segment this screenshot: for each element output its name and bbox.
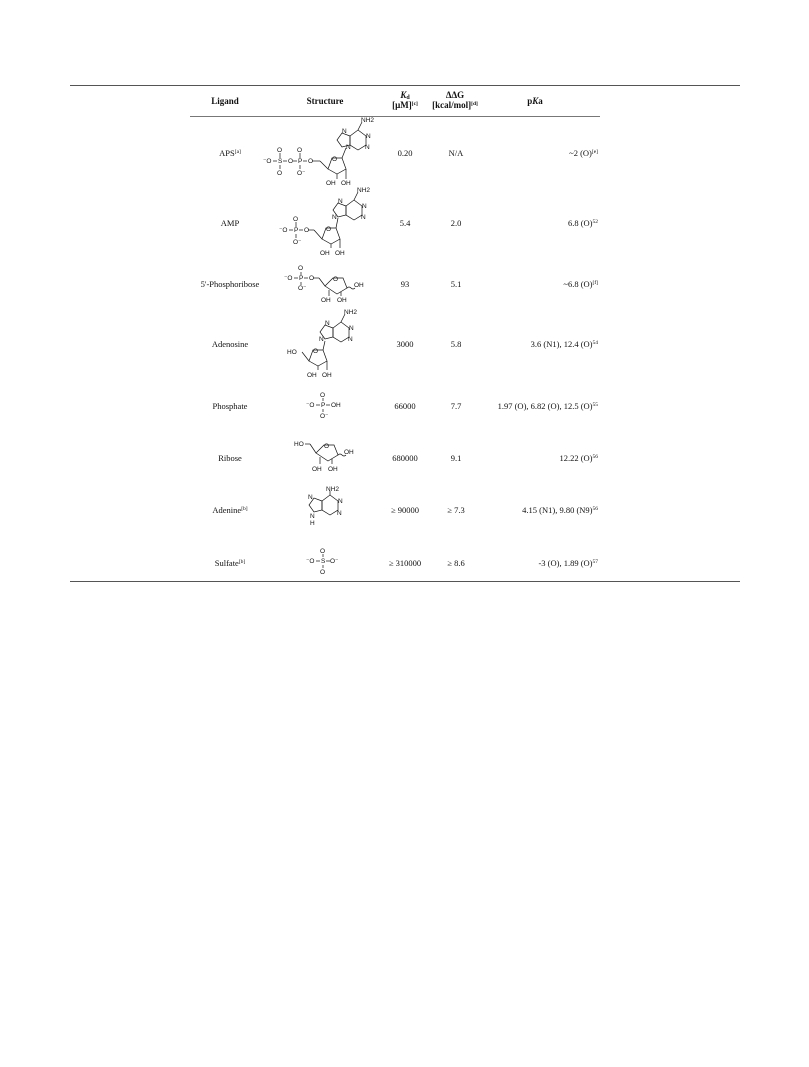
table-row-pka: ~2 (O)[e] [569,148,598,158]
table-row-ddg: N/A [448,148,464,158]
svg-text:N: N [338,498,343,505]
svg-text:P: P [321,402,326,409]
table-row-pka: -3 (O), 1.89 $(O)^{57}$ [538,558,598,568]
table-row-ddg: 5.1 [450,279,462,289]
table-row-ligand: Adenine[b] [212,505,248,515]
table-row-ligand: 5'-Phosphoribose [200,279,260,289]
svg-text:O: O [320,392,326,399]
svg-text:OH: OH [337,297,347,304]
svg-text:OH: OH [312,466,322,473]
svg-text:OH: OH [320,250,330,257]
svg-text:O: O [298,265,304,272]
table-bottom-rule [70,581,740,582]
table-row-kd: 3000 [396,339,414,349]
svg-text:N: N [348,336,353,343]
table-row-kd: 93 [400,279,410,289]
header-ligand: Ligand [211,96,239,106]
svg-text:OH: OH [307,372,317,379]
header-ddg: ΔΔG [kcal/mol][d] [432,90,478,110]
svg-text:OH: OH [328,466,338,473]
svg-text:O: O [297,147,303,154]
table-row-ligand: AMP [220,218,240,228]
svg-text:N: N [365,144,370,151]
svg-text:OH: OH [344,449,354,456]
svg-text:N: N [332,214,337,221]
svg-text:OH: OH [335,250,345,257]
table-row-ligand: Adenosine [211,339,249,349]
svg-text:P: P [298,158,303,165]
table-row-ddg: 2.0 [450,218,462,228]
structure-adenosine [285,308,375,380]
svg-text:O: O [277,147,283,154]
svg-text:O: O [293,216,299,223]
structure-adenine [300,485,360,530]
svg-text:N: N [308,494,313,501]
table-row-ddg: 7.7 [450,401,462,411]
svg-text:N: N [325,320,330,327]
table-row-kd: 0.20 [397,148,413,158]
svg-text:HO: HO [294,441,304,448]
svg-text:⁻O: ⁻O [284,275,293,282]
svg-text:OH: OH [354,282,364,289]
table-row-pka: 1.97 (O), 6.82 (O), 12.5 $(O)^{55}$ [497,401,598,411]
svg-text:P: P [294,227,299,234]
svg-text:N: N [319,336,324,343]
structure-sulfate [305,546,345,576]
table-row-ddg: 5.8 [450,339,462,349]
table-row-ddg: 9.1 [450,453,462,463]
svg-text:⁻O: ⁻O [279,227,288,234]
svg-text:N: N [349,325,354,332]
svg-text:O: O [308,158,314,165]
structure-phosphate [305,390,355,420]
svg-text:OH: OH [326,180,336,187]
header-pka: pKa [527,96,543,106]
table-top-rule [70,85,740,86]
structure-ribose [292,438,362,478]
svg-text:N: N [342,128,347,135]
svg-text:O: O [326,226,332,233]
table-row-ddg: ≥ 8.6 [447,558,465,568]
svg-text:⁻O: ⁻O [306,558,315,565]
table-row-pka: 12.22 $(O)^{56}$ [559,453,598,463]
svg-text:N: N [346,144,351,151]
table-row-ligand: Sulfate[b] [214,558,246,568]
svg-text:O: O [324,443,330,450]
table-row-ligand: Ribose [218,453,242,463]
svg-text:O: O [332,156,338,163]
svg-text:P: P [299,275,304,282]
svg-text:NH2: NH2 [357,187,371,194]
svg-text:NH2: NH2 [344,309,358,316]
table-row-kd: 66000 [394,401,416,411]
svg-text:OH: OH [341,180,351,187]
svg-text:O⁻: O⁻ [297,170,306,177]
svg-text:O: O [304,227,310,234]
svg-text:S: S [278,158,283,165]
header-structure: Structure [306,96,344,106]
svg-text:O: O [313,348,319,355]
table-row-kd: 680000 [392,453,418,463]
svg-text:HO: HO [287,349,297,356]
table-row-pka: 4.15 (N1), 9.80 $(N9)^{56}$ [522,505,598,515]
svg-text:N: N [338,198,343,205]
table-row-pka: 6.8 $(O)^{52}$ [567,218,598,228]
svg-text:O⁻: O⁻ [293,239,302,246]
svg-text:N: N [366,133,371,140]
structure-aps [262,116,387,191]
svg-text:O: O [333,276,339,283]
svg-text:NH2: NH2 [326,486,340,493]
svg-text:⁻O: ⁻O [263,158,272,165]
svg-text:N: N [337,510,342,517]
svg-text:O⁻: O⁻ [320,413,329,420]
table-row-ddg: ≥ 7.3 [447,505,465,515]
svg-text:OH: OH [321,297,331,304]
table-row-kd: ≥ 310000 [388,558,422,568]
header-rule [190,116,600,117]
svg-text:NH2: NH2 [361,117,375,124]
table-row-ligand: APS[a] [219,148,241,158]
structure-amp [278,184,378,259]
svg-text:⁻O: ⁻O [306,402,315,409]
table-row-pka: ~6.8 (O)[f] [563,279,598,289]
svg-text:S: S [321,558,326,565]
structure-5-phosphoribose [283,262,373,307]
svg-text:N: N [362,203,367,210]
svg-text:O: O [309,275,315,282]
svg-text:O: O [288,158,294,165]
svg-text:OH: OH [331,402,341,409]
table-row-pka: 3.6 (N1), 12.4 $(O)^{54}$ [530,339,598,349]
table-row-kd: 5.4 [399,218,411,228]
svg-text:N: N [361,214,366,221]
svg-text:O: O [320,548,326,555]
svg-text:OH: OH [322,372,332,379]
header-kd: $K_d$ [µM][c] [392,90,418,110]
table-row-ligand: Phosphate [212,401,248,411]
svg-text:O: O [320,569,326,576]
svg-text:O⁻: O⁻ [330,558,339,565]
svg-text:O: O [277,170,283,177]
svg-text:N: N [310,513,315,520]
svg-text:O⁻: O⁻ [298,285,307,292]
svg-text:H: H [310,520,315,527]
table-row-kd: ≥ 90000 [390,505,420,515]
